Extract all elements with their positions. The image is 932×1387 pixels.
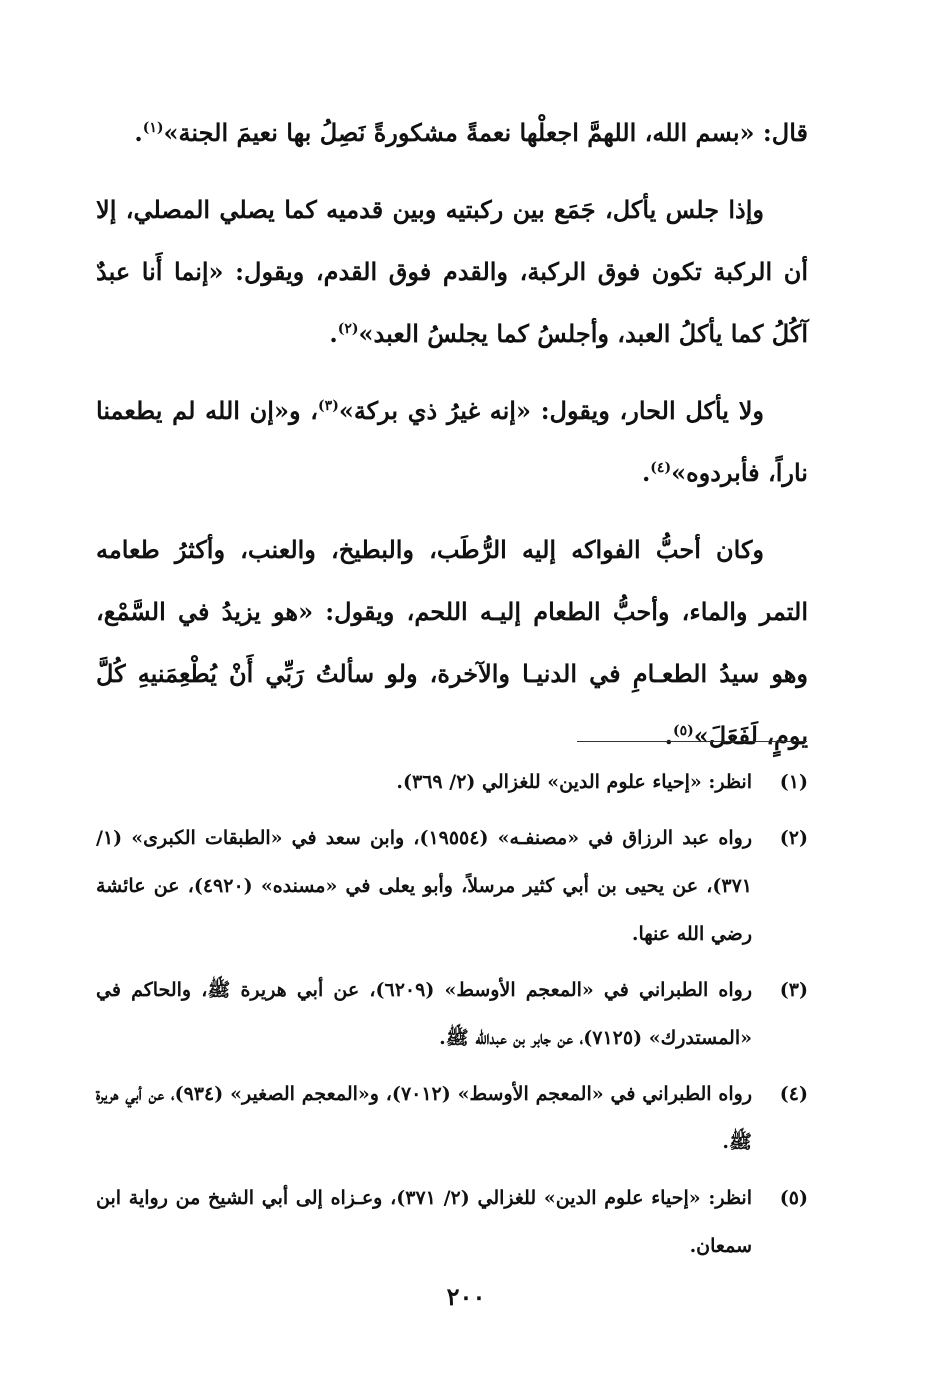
paragraph-2-text: وإذا جلس يأكل، جَمَع بين ركبتيه وبين قدميه كما يصلي المصلي، إلا أن الركبة تكون فوق الركبة، والقدم فوق القدم، ويقول: «إنما أَنا عبدٌ آكُلُ كما يأكلُ العبد، وأجلسُ كما يجلسُ العبد»	[96, 195, 808, 348]
footnote-divider	[577, 741, 807, 742]
footnote-text: انظر: «إحياء علوم الدين» للغزالي (٢/ ٣٦٩).	[396, 771, 752, 793]
footnote-1	[96, 758, 808, 806]
footnote-number: (٢)	[779, 827, 808, 849]
paragraph-3-end: .	[641, 458, 651, 487]
paragraph-3	[96, 380, 808, 504]
footnote-number: (٥)	[779, 1187, 808, 1209]
footnote-ref-2: (٢)	[337, 321, 359, 337]
paragraph-3-text-b: ، و«إن الله لم يطعمنا ناراً، فأبردوه»	[96, 396, 808, 487]
footnote-text: رواه عبد الرزاق في «مصنفـه» (١٩٥٥٤)، وابن سعد في «الطبقات الكبرى» (١/ ٣٧١)، عن يحيى بن أبي كثير مرسلاً، وأبو يعلى في «مسنده» (٤٩٢٠)، عن عائشة رضي الله عنها.	[96, 827, 753, 945]
paragraph-3-text-a: ولا يأكل الحار، ويقول: «إنه غيرُ ذي بركة»	[338, 396, 764, 425]
paragraph-1-text: قال: «بسم الله، اللهمَّ اجعلْها نعمةً مشكورةً نَصِلُ بها نعيمَ الجنة»	[163, 118, 808, 147]
paragraph-1	[96, 102, 808, 164]
footnote-text: انظر: «إحياء علوم الدين» للغزالي (٢/ ٣٧١)، وعـزاه إلى أبي الشيخ من رواية ابن سمعان.	[96, 1187, 752, 1257]
footnote-ref-5: (٥)	[672, 723, 694, 739]
footnote-text: رواه الطبراني في «المعجم الأوسط» (٧٠١٢)، و«المعجم الصغير» (٩٣٤)، عن أبي هريرة ﷺ.	[96, 1083, 753, 1153]
footnote-ref-1: (١)	[142, 120, 164, 136]
main-text	[96, 102, 808, 782]
paragraph-4-end: .	[664, 721, 673, 750]
paragraph-2-end: .	[329, 319, 338, 348]
paragraph-4	[96, 519, 808, 767]
footnote-number: (٣)	[779, 979, 808, 1001]
footnote-ref-3: (٣)	[318, 398, 339, 414]
footnote-3	[96, 966, 808, 1062]
paragraph-4-text: وكان أحبُّ الفواكه إليه الرُّطَب، والبطيخ، والعنب، وأكثرُ طعامه التمر والماء، وأحبُّ الطعام إليـه اللحم، ويقول: «هو يزيدُ في السَّمْع، وهو سيدُ الطعـامِ في الدنيـا والآخرة، ولو سألتُ رَبِّي أَنْ يُطْعِمَنيهِ كُلَّ يومٍ، لَفَعَلَ»	[96, 535, 808, 750]
page-number: ٢٠٠	[446, 1282, 486, 1311]
footnote-number: (١)	[779, 771, 808, 793]
footnote-text: رواه الطبراني في «المعجم الأوسط» (٦٢٠٩)، عن أبي هريرة ﷺ، والحاكم في «المستدرك» (٧١٢٥)، عن جابر بن عبدالله ﷺ.	[96, 979, 753, 1049]
footnotes	[96, 758, 808, 1278]
footnote-number: (٤)	[779, 1083, 808, 1105]
footnote-4	[96, 1070, 808, 1166]
footnote-2	[96, 814, 808, 958]
paragraph-2	[96, 179, 808, 365]
footnote-5	[96, 1174, 808, 1270]
footnote-ref-4: (٤)	[650, 460, 672, 476]
paragraph-1-end: .	[134, 118, 143, 147]
